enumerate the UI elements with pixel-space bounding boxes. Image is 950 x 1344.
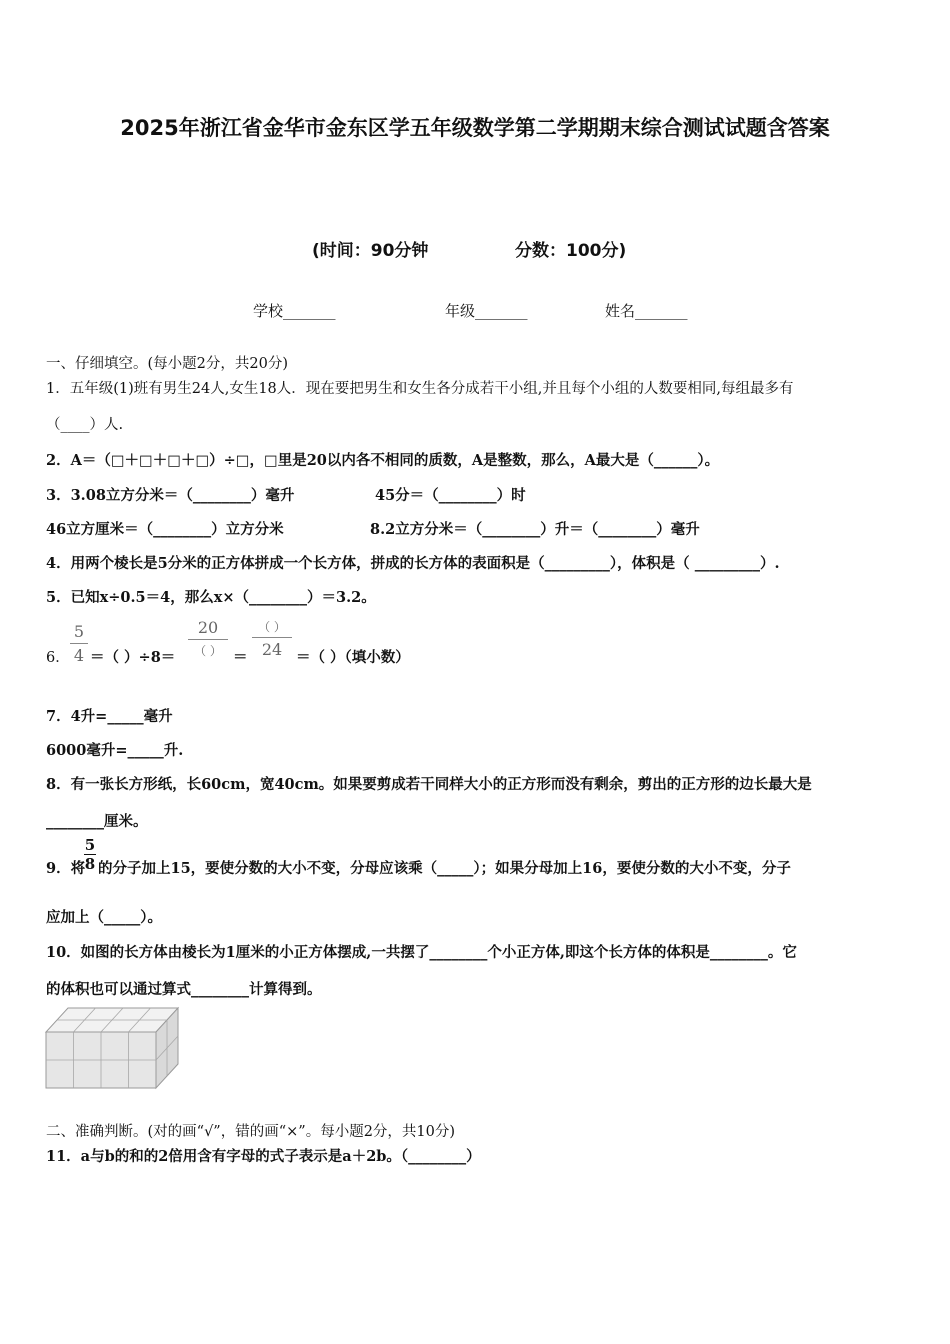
section-2-heading: 二、准确判断。(对的画“√”，错的画“×”。每小题2分，共10分) [46, 1124, 456, 1140]
question-2: 2．A＝（□＋□＋□＋□）÷□，□里是20以内各不相同的质数，A是整数，那么，A最大是（______）。 [46, 452, 720, 469]
cuboid-figure [44, 1004, 184, 1092]
question-3-part-b: 45分＝（________）时 [375, 487, 526, 504]
question-9-line-2: 应加上（_____）。 [46, 909, 162, 926]
fraction-denominator: 4 [73, 646, 85, 665]
question-3-part-d: 8.2立方分米＝（________）升＝（________）毫升 [370, 521, 700, 538]
fraction-bar [188, 639, 228, 640]
page-title: 2025年浙江省金华市金东区学五年级数学第二学期期末综合测试试题含答案 [120, 116, 830, 140]
question-7-part-b: 6000毫升=_____升. [46, 742, 184, 759]
question-6-prefix: 6． [46, 650, 70, 666]
question-11: 11．a与b的和的2倍用含有字母的式子表示是a＋2b。（________） [46, 1148, 481, 1165]
question-6-equals: ＝ [233, 649, 248, 666]
name-field: 姓名_______ [605, 302, 688, 320]
fraction-numerator: 5 [73, 622, 85, 641]
question-9-text: 的分子加上15，要使分数的大小不变，分母应该乘（_____）；如果分母加上16，要使分数的大小不变，分子 [98, 860, 791, 877]
exam-score: 分数：100分) [515, 241, 627, 261]
question-1-line-2: （____）人. [46, 417, 124, 433]
grade-field: 年级_______ [445, 302, 528, 320]
exam-time: (时间：90分钟 [312, 241, 429, 261]
fraction-bar [70, 643, 88, 644]
fraction-20-blank [188, 618, 228, 659]
question-6-part-1: ＝（ ）÷8＝ [90, 649, 176, 666]
question-5: 5．已知x÷0.5＝4，那么x×（________）＝3.2。 [46, 589, 376, 606]
fraction-5-8 [84, 836, 96, 873]
fraction-numerator: 20 [197, 618, 219, 637]
question-7-part-a: 7．4升=_____毫升 [46, 708, 173, 725]
question-6-part-2: ＝（ ）（填小数） [296, 649, 410, 666]
fraction-5-4 [70, 622, 88, 665]
question-8-line-1: 8．有一张长方形纸，长60cm，宽40cm。如果要剪成若干同样大小的正方形而没有剩余，剪出的正方形的边长最大是 [46, 776, 812, 793]
fraction-bar [252, 637, 292, 638]
question-9-prefix: 9．将 [46, 860, 86, 877]
fraction-denominator: 8 [84, 855, 96, 873]
fraction-denominator: 24 [261, 640, 283, 659]
question-3-part-c: 46立方厘米＝（________）立方分米 [46, 521, 284, 538]
fraction-denominator: （ ） [194, 644, 222, 658]
question-4: 4．用两个棱长是5分米的正方体拼成一个长方体，拼成的长方体的表面积是（_________），体积是（ _________）. [46, 555, 780, 572]
question-8-line-2: ________厘米。 [46, 813, 148, 830]
question-10-line-1: 10．如图的长方体由棱长为1厘米的小正方体摆成,一共摆了________个小正方体,即这个长方体的体积是________。它 [46, 944, 797, 961]
question-1-line-1: 1．五年级(1)班有男生24人,女生18人．现在要把男生和女生各分成若干小组,并且每个小组的人数要相同,每组最多有 [46, 381, 794, 397]
question-10-line-2: 的体积也可以通过算式________计算得到。 [46, 981, 322, 998]
question-3-part-a: 3．3.08立方分米＝（________）毫升 [46, 487, 295, 504]
school-field: 学校_______ [253, 302, 336, 320]
fraction-numerator: （ ） [258, 620, 286, 634]
fraction-blank-24 [252, 618, 292, 659]
section-1-heading: 一、仔细填空。(每小题2分，共20分) [46, 356, 288, 372]
fraction-numerator: 5 [84, 836, 96, 854]
